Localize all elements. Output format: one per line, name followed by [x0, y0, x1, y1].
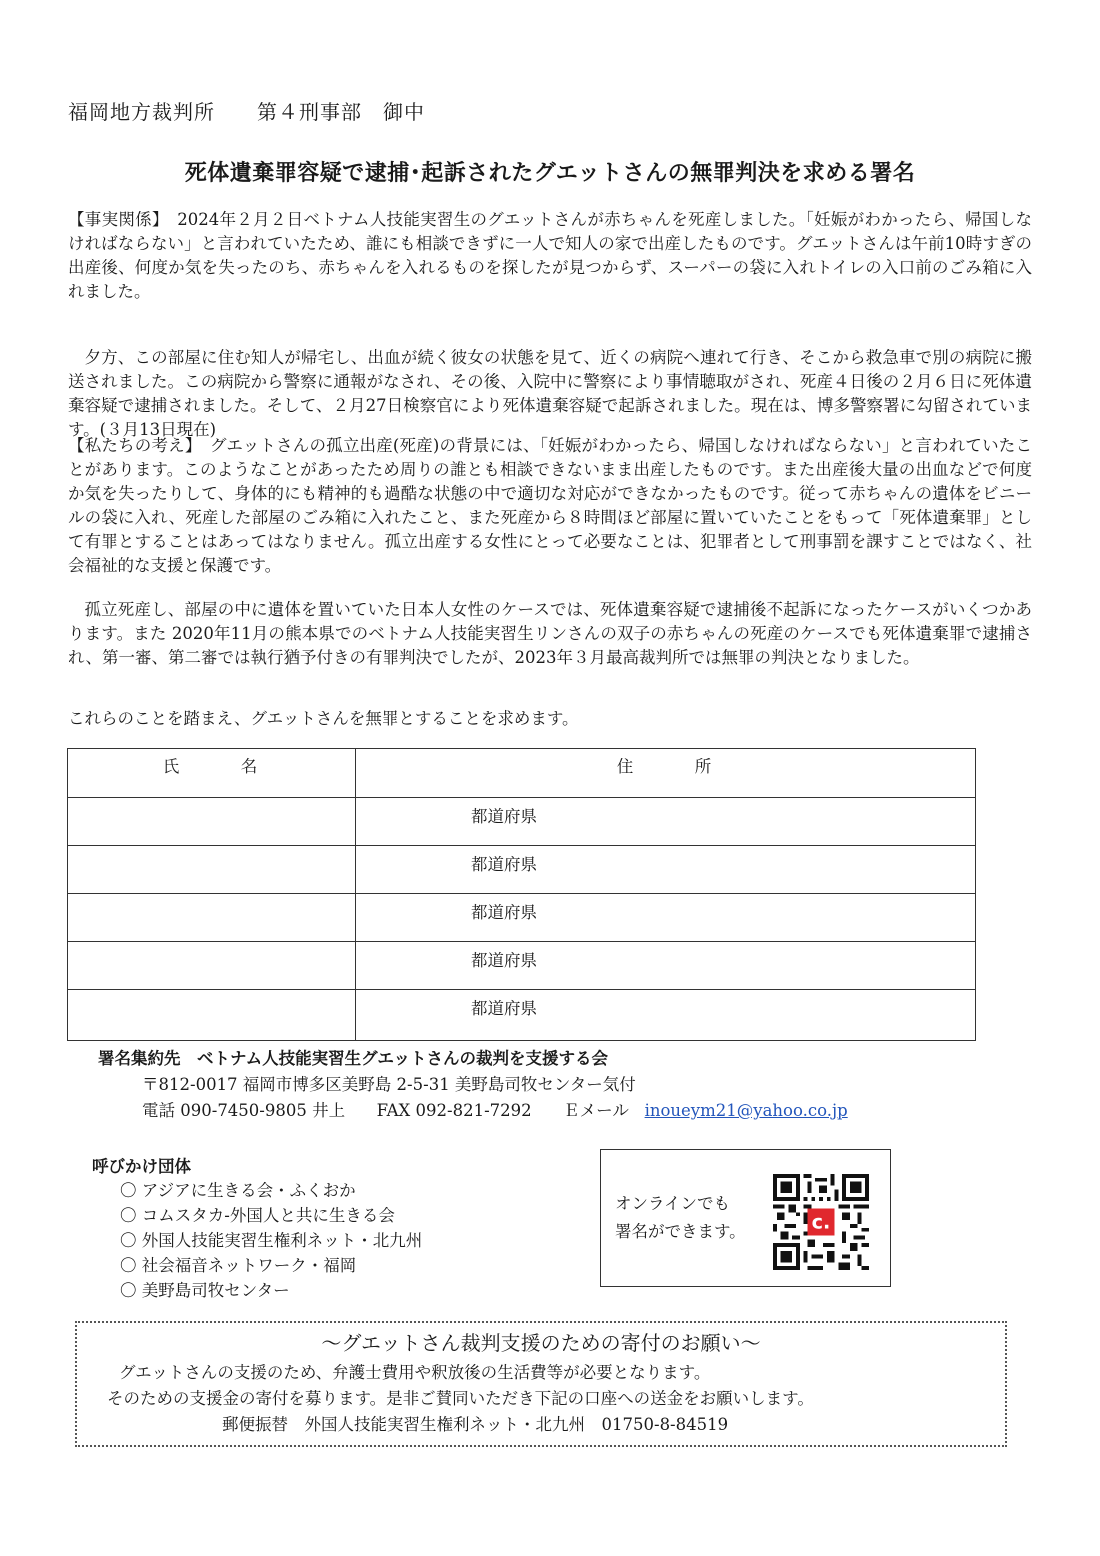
organization-item: 〇 社会福音ネットワーク・福岡	[120, 1256, 357, 1275]
prefecture-label: 都道府県	[471, 903, 537, 922]
addressee: 福岡地方裁判所 第４刑事部 御中	[68, 100, 425, 124]
email-label: Ｅメール	[563, 1101, 629, 1120]
opinion-paragraph-2: 孤立死産し、部屋の中に遺体を置いていた日本人女性のケースでは、死体遺棄容疑で逮捕後不起訴になったケースがいくつかあります。また 2020年11月の熊本県でのベトナム人技能実習生リンさんの双子の赤ちゃんの死産のケースでも死体遺棄罪で逮捕され、第一審、第二審では執行猶予付きの有罪判決でしたが、2023年３月最高裁判所では無罪の判決となりました。	[68, 600, 1032, 667]
name-column-header: 氏 名	[162, 757, 261, 776]
organizations-title: 呼びかけ団体	[92, 1157, 191, 1176]
organization-item: 〇 コムスタカ-外国人と共に生きる会	[120, 1206, 395, 1225]
facts-paragraph-2: 夕方、この部屋に住む知人が帰宅し、出血が続く彼女の状態を見て、近くの病院へ連れて行き、そこから救急車で別の病院に搬送されました。この病院から警察に通報がなされ、その後、入院中に警察により事情聴取がされ、死産４日後の２月６日に死体遺棄容疑で逮捕されました。そして、２月27日検察官により死体遺棄容疑で起訴されました。現在は、博多警察署に勾留されています。(３月13日現在)	[68, 348, 1032, 439]
collector-heading: 署名集約先 ベトナム人技能実習生グエットさんの裁判を支援する会	[98, 1049, 609, 1068]
online-text-line: オンラインでも	[615, 1194, 731, 1213]
prefecture-label: 都道府県	[471, 951, 537, 970]
prefecture-label: 都道府県	[471, 807, 537, 826]
signature-table	[67, 748, 976, 1041]
online-text	[615, 1190, 746, 1246]
fax: FAX 092-821-7292	[376, 1101, 532, 1120]
contact-line	[142, 1097, 848, 1121]
prefecture-label: 都道府県	[471, 855, 537, 874]
donation-title: ～グエットさん裁判支援のための寄付のお願い～	[321, 1331, 761, 1355]
donation-box	[75, 1321, 1007, 1447]
organization-item: 〇 アジアに生きる会・ふくおか	[120, 1181, 356, 1200]
conclusion: これらのことを踏まえ、グエットさんを無罪とすることを求めます。	[68, 709, 579, 728]
page-title: 死体遺棄罪容疑で逮捕･起訴されたグエットさんの無罪判決を求める署名	[184, 161, 916, 186]
donation-line: そのための支援金の寄付を募ります。是非ご賛同いただき下記の口座への送金をお願いします。	[107, 1389, 814, 1408]
prefecture-label: 都道府県	[471, 999, 537, 1018]
organization-item: 〇 美野島司牧センター	[120, 1281, 290, 1300]
online-text-line: 署名ができます。	[615, 1222, 746, 1241]
organization-item: 〇 外国人技能実習生権利ネット・北九州	[120, 1231, 423, 1250]
opinion-paragraph: 【私たちの考え】 グエットさんの孤立出産(死産)の背景には、「妊娠がわかったら、帰国しなければならない」と言われていたことがあります。このようなことがあったため周りの誰とも相談できないまま出産したものです。また出産後大量の出血などで何度か気を失ったりして、身体的にも精神的も過酷な状態の中で適切な対応ができなかったものです。従って赤ちゃんの遺体をビニールの袋に入れ、死産した部屋のごみ箱に入れたこと、また死産から８時間ほど部屋に置いていたことをもって「死体遺棄罪」として有罪とすることはあってはなりません。孤立出産する女性にとって必要なことは、犯罪者として刑事罰を課すことではなく、社会福祉的な支援と保護です。	[68, 436, 1032, 575]
online-signature-box	[600, 1149, 891, 1287]
qr-code-icon[interactable]	[773, 1174, 869, 1270]
facts-paragraph: 【事実関係】 2024年２月２日ベトナム人技能実習生のグエットさんが赤ちゃんを死産しました。「妊娠がわかったら、帰国しなければならない」と言われていたため、誰にも相談できずに一人で知人の家で出産したものです。グエットさんは午前10時すぎの出産後、何度か気を失ったのち、赤ちゃんを入れるものを探したが見つからず、スーパーの袋に入れトイレの入口前のごみ箱に入れました。	[68, 210, 1032, 301]
email-link[interactable]: inoueym21@yahoo.co.jp	[644, 1101, 848, 1120]
collector-address: 〒812-0017 福岡市博多区美野島 2-5-31 美野島司牧センター気付	[142, 1075, 636, 1094]
donation-line: グエットさんの支援のため、弁護士費用や釈放後の生活費等が必要となります。	[119, 1363, 711, 1382]
svg-text:c.: c.	[811, 1210, 831, 1234]
donation-account: 郵便振替 外国人技能実習生権利ネット・北九州 01750-8-84519	[222, 1415, 729, 1434]
address-column-header: 住 所	[616, 757, 715, 776]
phone: 電話 090-7450-9805 井上	[142, 1101, 346, 1120]
